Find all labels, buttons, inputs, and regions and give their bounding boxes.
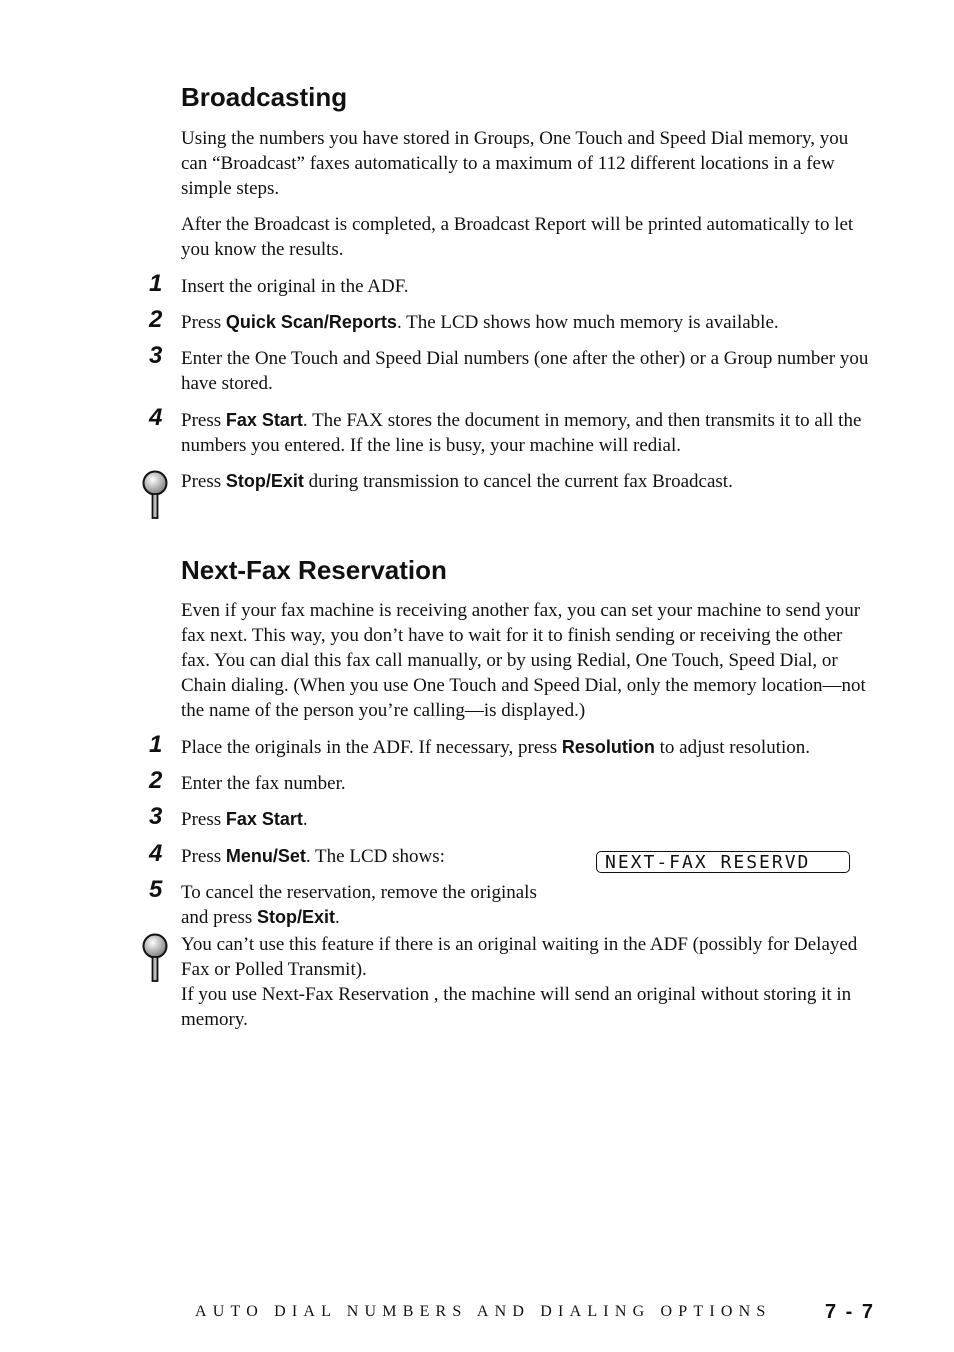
tip-pin-icon [140,933,170,983]
broadcasting-intro-1: Using the numbers you have stored in Groups, One Touch and Speed Dial memory, you can “Broadcast” faxes automatically to a maximum of 112 different locations in a few simple steps. [181,128,849,199]
step-text: Place the originals in the ADF. If necessary, press Resolution to adjust resolution. [181,737,811,758]
section-heading-broadcasting: Broadcasting [181,82,348,112]
step-text: Insert the original in the ADF. [181,276,409,297]
key-stop-exit: Stop/Exit [225,471,304,491]
next-fax-intro: Even if your fax machine is receiving another fax, you can set your machine to send your fax next. This way, you don’t have to wait for it to finish sending or receiving the other fax. You can dial this fax call manually, or by using Redial, One Touch, Speed Dial, or Chain dialing. (When you use One Touch and Speed Dial, only the memory location—not the name of the person you’re calling—is displayed.) [181,600,866,721]
step-text: Press Menu/Set. The LCD shows: [181,846,445,867]
step-number: 4 [149,404,163,431]
next-fax-note-1: You can’t use this feature if there is an original waiting in the ADF (possibly for Delayed Fax or Polled Transmit). [181,934,858,980]
step-number: 1 [149,731,163,758]
tip-pin-icon [140,470,170,520]
step-text: Enter the fax number. [181,773,346,794]
broadcasting-intro-2: After the Broadcast is completed, a Broadcast Report will be printed automatically to let you know the results. [181,214,854,260]
step-text: Enter the One Touch and Speed Dial numbers (one after the other) or a Group number you have stored. [181,348,869,394]
page-footer [195,1300,875,1324]
section-heading-next-fax: Next-Fax Reservation [181,555,447,585]
step-number: 5 [149,876,163,903]
step-number: 2 [149,306,163,333]
broadcast-note: Press Stop/Exit during transmission to cancel the current fax Broadcast. [181,471,733,492]
step-number: 3 [149,803,163,830]
step-text: Press Fax Start. The FAX stores the document in memory, and then transmits it to all the numbers you entered. If the line is busy, your machine will redial. [181,410,862,456]
key-resolution: Resolution [561,737,655,757]
footer-chapter-title: AUTO DIAL NUMBERS AND DIALING OPTIONS [195,1303,772,1320]
step-text: To cancel the reservation, remove the originals and press Stop/Exit. [181,882,537,928]
step-number: 4 [149,840,163,867]
step-number: 3 [149,342,163,369]
key-quick-scan-reports: Quick Scan/Reports [225,312,397,332]
step-text: Press Quick Scan/Reports. The LCD shows how much memory is available. [181,312,779,333]
lcd-display: NEXT-FAX RESERVD [596,851,850,873]
step-number: 1 [149,270,163,297]
footer-page-number: 7 - 7 [824,1301,875,1323]
next-fax-note-2: If you use Next-Fax Reservation , the machine will send an original without storing it in memory. [181,984,852,1030]
key-fax-start: Fax Start [225,410,303,430]
step-text: Press Fax Start. [181,809,308,830]
key-fax-start: Fax Start [225,809,303,829]
key-stop-exit: Stop/Exit [256,907,335,927]
step-number: 2 [149,767,163,794]
key-menu-set: Menu/Set [225,846,306,866]
